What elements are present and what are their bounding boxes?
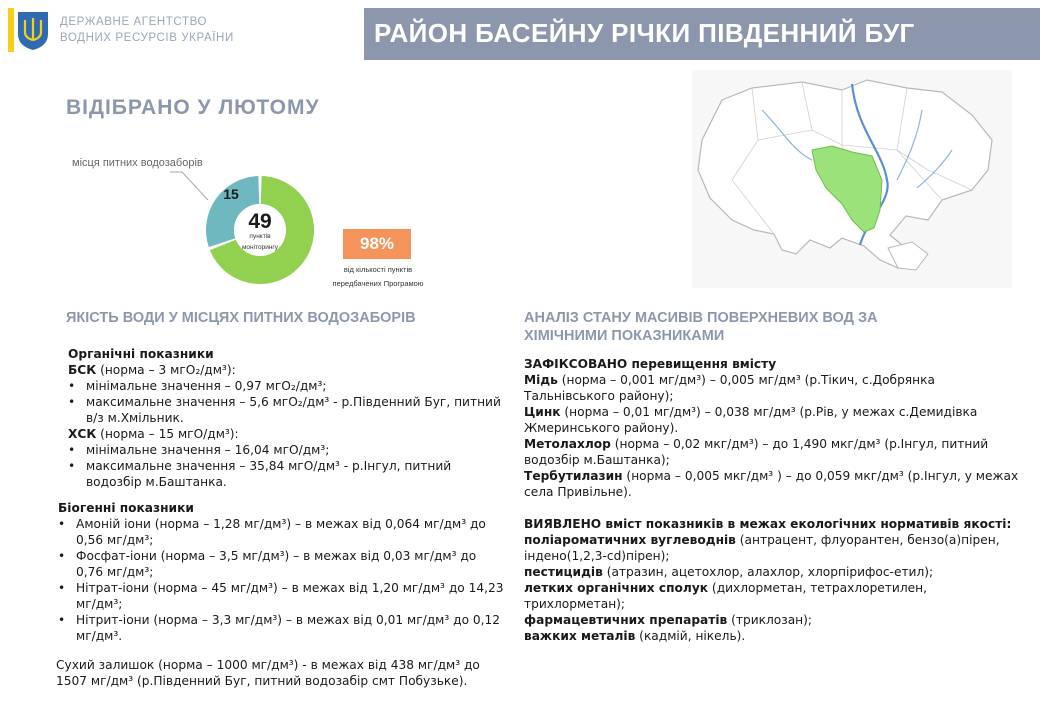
donut-unit-line1: пунктів bbox=[249, 233, 271, 240]
found-pharma bbox=[524, 612, 1024, 628]
agency-name bbox=[60, 14, 260, 46]
agency-name-line1: ДЕРЖАВНЕ АГЕНТСТВО bbox=[60, 16, 208, 28]
donut-segment-label: 15 bbox=[223, 186, 239, 202]
bsk-min: • мінімальне значення – 0,97 мгО₂/дм³; bbox=[66, 378, 506, 394]
found-within-norms bbox=[524, 516, 1024, 644]
metolachlor-text: (норма – 0,02 мкг/дм³) – до 1,490 мкг/дм³ (р.Інгул, питний водозбір м.Баштанка); bbox=[524, 437, 989, 467]
found-pah-text: (антрацент, флуорантен, бензо(а)пірен, індено(1,2,3-cd)пірен); bbox=[524, 533, 1000, 563]
zinc-line bbox=[524, 404, 1024, 436]
terbuthylazine-line bbox=[524, 468, 1024, 500]
found-title: ВИЯВЛЕНО вміст показників в межах екологічних нормативів якості: bbox=[524, 517, 1012, 531]
found-voc bbox=[524, 580, 1024, 612]
exceedances bbox=[524, 356, 1024, 500]
found-metals bbox=[524, 628, 1024, 644]
percent-caption-line2: передбачених Програмою bbox=[332, 279, 424, 288]
right-section-heading: АНАЛІЗ СТАНУ МАСИВІВ ПОВЕРХНЕВИХ ВОД ЗА ХІМІЧНИМИ ПОКАЗНИКАМИ bbox=[524, 310, 878, 344]
biogenic-nitrite: • Нітрит-іони (норма – 3,3 мг/дм³) – в межах від 0,01 мг/дм³ до 0,12 мг/дм³. bbox=[56, 612, 506, 644]
found-pah-name: поліароматичних вуглеводнів bbox=[524, 533, 736, 547]
found-metals-name: важких металів bbox=[524, 629, 636, 643]
found-voc-text: (дихлорметан, тетрахлоретилен, трихлорметан); bbox=[524, 581, 927, 611]
hsk-norm: (норма – 15 мгО/дм³): bbox=[96, 427, 239, 441]
bsk-name: БСК bbox=[68, 363, 97, 377]
found-pharma-name: фармацевтичних препаратів bbox=[524, 613, 728, 627]
zinc-name: Цинк bbox=[524, 405, 561, 419]
found-metals-text: (кадмій, нікель). bbox=[635, 629, 746, 643]
ukraine-map-icon bbox=[692, 70, 1012, 288]
biogenic-nitrate: • Нітрат-іони (норма – 45 мг/дм³) – в межах від 1,20 мг/дм³ до 14,23 мг/дм³; bbox=[56, 580, 506, 612]
page-title: РАЙОН БАСЕЙНУ РІЧКИ ПІВДЕННИЙ БУГ bbox=[374, 18, 915, 48]
donut-unit-line2: моніторингу bbox=[241, 244, 279, 251]
bsk-norm: (норма – 3 мгО₂/дм³): bbox=[96, 363, 236, 377]
trident-coat-of-arms-icon bbox=[8, 8, 52, 52]
organic-title: Органічні показники bbox=[68, 347, 214, 361]
bsk-max: • максимальне значення – 5,6 мгО₂/дм³ - р.Південний Буг, питний в/з м.Хмільник. bbox=[66, 394, 506, 426]
left-section-heading: ЯКІСТЬ ВОДИ У МІСЦЯХ ПИТНИХ ВОДОЗАБОРІВ bbox=[66, 310, 416, 326]
biogenic-indicators bbox=[56, 500, 506, 644]
copper-line bbox=[524, 372, 1024, 404]
agency-name-line2: ВОДНИХ РЕСУРСІВ УКРАЇНИ bbox=[60, 32, 234, 44]
hsk-name: ХСК bbox=[68, 427, 97, 441]
terbuthylazine-name: Тербутилазин bbox=[524, 469, 623, 483]
dry-residue: Сухий залишок (норма – 1000 мг/дм³) - в межах від 438 мг/дм³ до 1507 мг/дм³ (р.Південний Буг, питний водозабір смт Побузьке). bbox=[56, 658, 480, 688]
organic-indicators bbox=[66, 346, 506, 490]
biogenic-title: Біогенні показники bbox=[58, 501, 194, 515]
found-pesticides-name: пестицидів bbox=[524, 565, 603, 579]
donut-caption: місця питних водозаборів bbox=[72, 157, 203, 169]
percent-value: 98% bbox=[359, 234, 395, 253]
sampled-title: ВІДІБРАНО У ЛЮТОМУ bbox=[66, 96, 320, 119]
biogenic-phosphate: • Фосфат-іони (норма – 3,5 мг/дм³) – в межах від 0,03 мг/дм³ до 0,76 мг/дм³; bbox=[56, 548, 506, 580]
found-pharma-text: (триклозан); bbox=[727, 613, 813, 627]
bsk-line bbox=[66, 362, 506, 378]
found-pesticides-text: (атразин, ацетохлор, алахлор, хлорпірифос-етил); bbox=[602, 565, 934, 579]
hsk-max: • максимальне значення – 35,84 мгО/дм³ - р.Інгул, питний водозбір м.Баштанка. bbox=[66, 458, 506, 490]
hsk-min: • мінімальне значення – 16,04 мгО/дм³; bbox=[66, 442, 506, 458]
copper-text: (норма – 0,001 мг/дм³) – 0,005 мг/дм³ (р.Тікич, с.Добрянка Тальнівського району); bbox=[524, 373, 935, 403]
percent-caption-line1: від кількості пунктів bbox=[343, 265, 413, 274]
donut-total: 49 bbox=[248, 210, 272, 233]
hsk-line bbox=[66, 426, 506, 442]
caption-leader-line bbox=[170, 172, 208, 200]
found-pesticides bbox=[524, 564, 1024, 580]
biogenic-ammonium: • Амоній іони (норма – 1,28 мг/дм³) – в межах від 0,064 мг/дм³ до 0,56 мг/дм³; bbox=[56, 516, 506, 548]
terbuthylazine-text: (норма – 0,005 мкг/дм³ ) – до 0,059 мкг/дм³ (р.Інгул, у межах села Привільне). bbox=[524, 469, 1019, 499]
found-pah bbox=[524, 532, 1024, 564]
exceed-title: ЗАФІКСОВАНО перевищення вмісту bbox=[524, 357, 777, 371]
metolachlor-line bbox=[524, 436, 1024, 468]
metolachlor-name: Метолахлор bbox=[524, 437, 611, 451]
copper-name: Мідь bbox=[524, 373, 558, 387]
found-voc-name: летких органічних сполук bbox=[524, 581, 709, 595]
zinc-text: (норма – 0,01 мг/дм³) – 0,038 мг/дм³ (р.Рів, у межах с.Демидівка Жмеринського району). bbox=[524, 405, 978, 435]
